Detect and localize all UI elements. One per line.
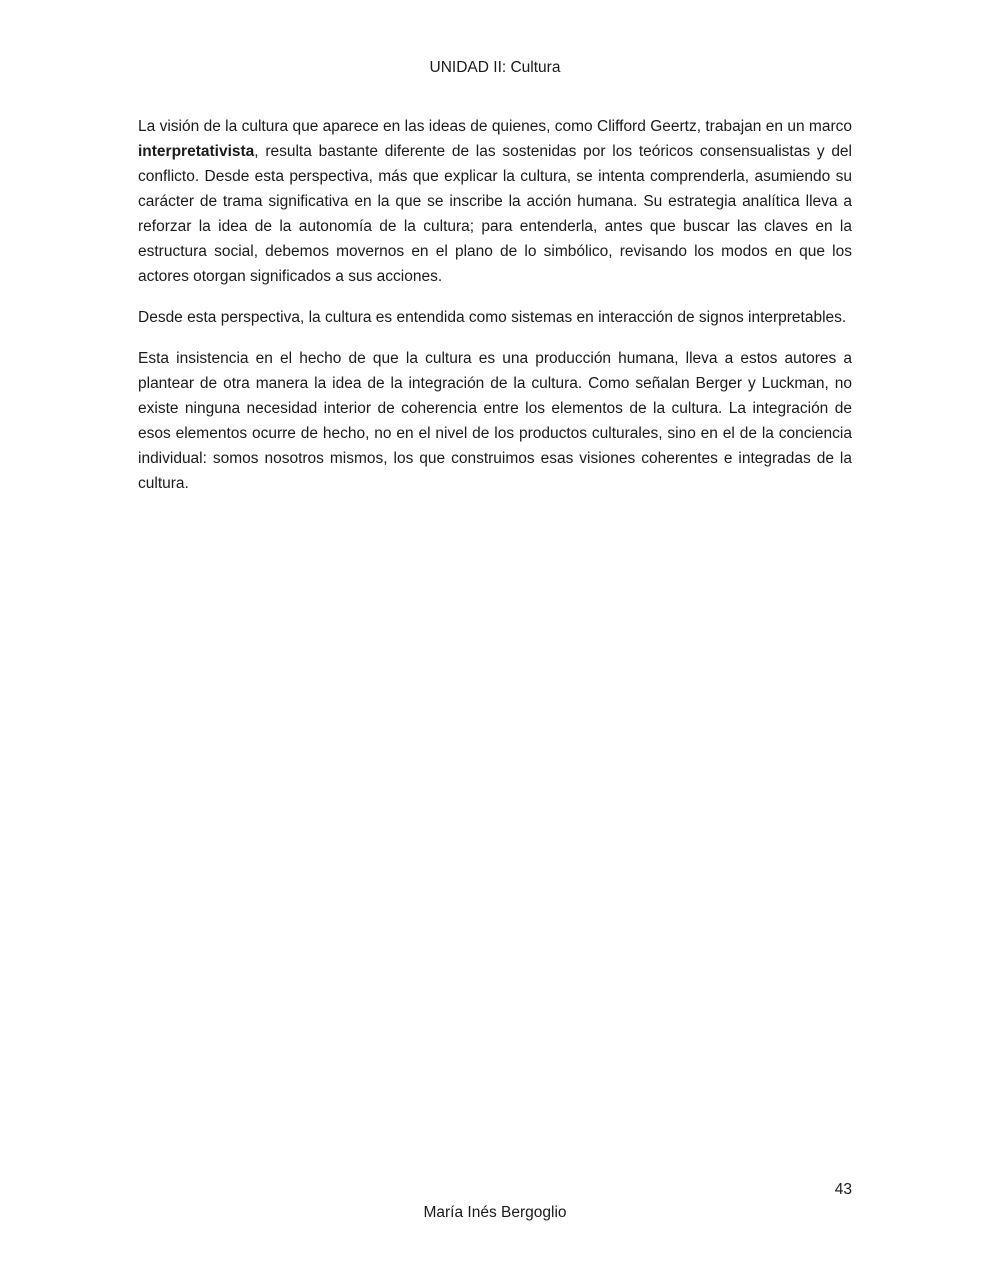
paragraph-1 xyxy=(138,114,852,289)
page-number: 43 xyxy=(834,1181,852,1198)
document-body xyxy=(138,114,852,512)
paragraph-1-text-end: , resulta bastante diferente de las sostenidas por los teóricos consensualistas y del conflicto. Desde esta perspectiva, más que explicar la cultura, se intenta comprenderla, asumiendo su carácter de trama significativa en la que se inscribe la acción humana. Su estrategia analítica lleva a reforzar la idea de la autonomía de la cultura; para entenderla, antes que buscar las claves en la estructura social, debemos movernos en el plano de lo simbólico, revisando los modos en que los actores otorgan significados a sus acciones. xyxy=(138,143,852,285)
paragraph-2: Desde esta perspectiva, la cultura es entendida como sistemas en interacción de signos interpretables. xyxy=(138,309,847,326)
paragraph-1-text-start: La visión de la cultura que aparece en las ideas de quienes, como Clifford Geertz, trabajan en un marco xyxy=(138,118,852,135)
bold-term: interpretativista xyxy=(138,143,255,160)
paragraph-3: Esta insistencia en el hecho de que la cultura es una producción humana, lleva a estos autores a plantear de otra manera la idea de la integración de la cultura. Como señalan Berger y Luckman, no existe ninguna necesidad interior de coherencia entre los elementos de la cultura. La integración de esos elementos ocurre de hecho, no en el nivel de los productos culturales, sino en el de la conciencia individual: somos nosotros mismos, los que construimos esas visiones coherentes e integradas de la cultura. xyxy=(138,350,852,492)
page-footer-author: María Inés Bergoglio xyxy=(423,1204,567,1221)
page-header: UNIDAD II: Cultura xyxy=(429,59,561,76)
